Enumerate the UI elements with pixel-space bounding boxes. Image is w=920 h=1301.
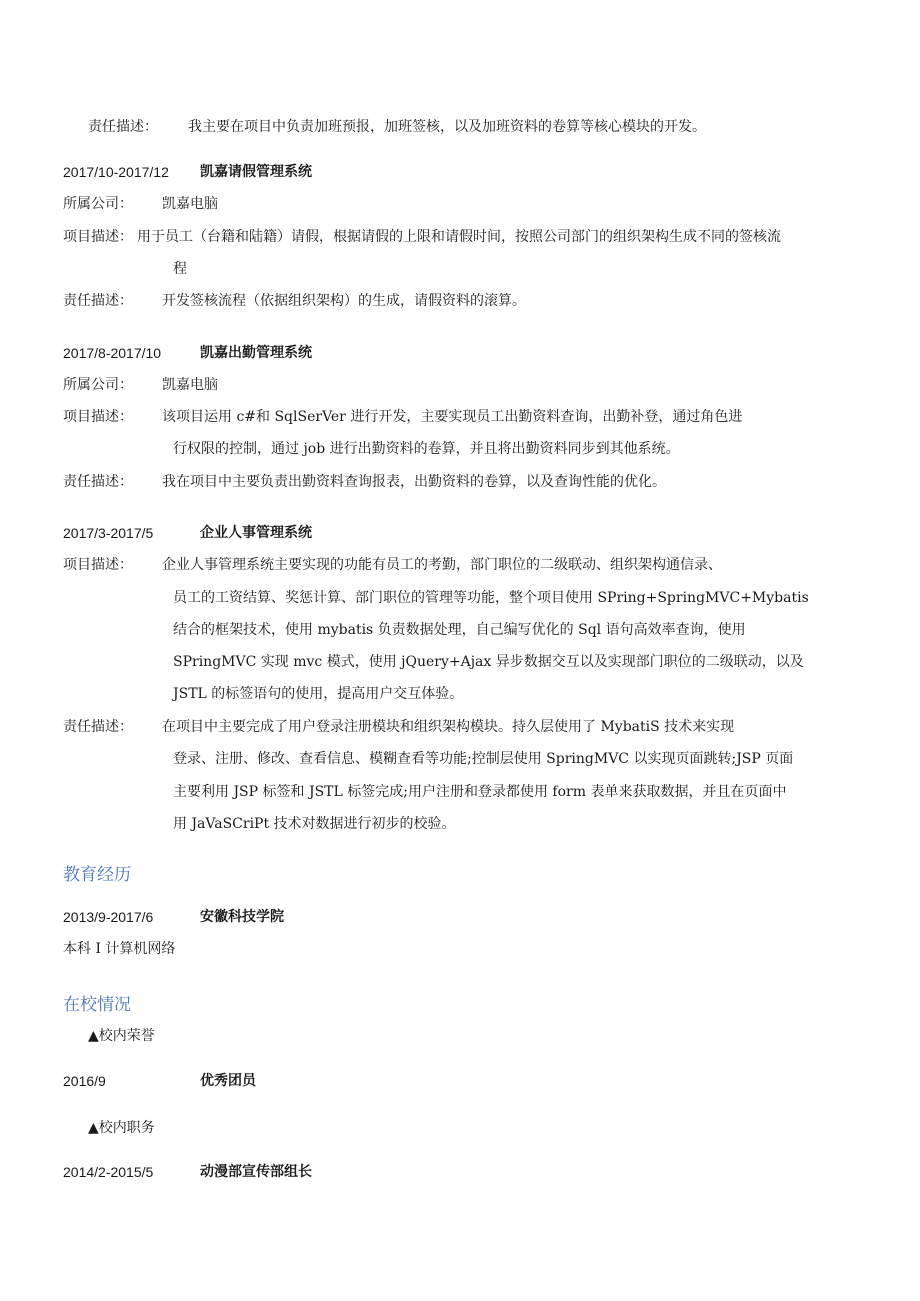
description-line: 行权限的控制，通过 job 进行出勤资料的卷算，并且将出勤资料同步到其他系统。 (173, 441, 680, 457)
position-title: 动漫部宣传部组长 (200, 1164, 312, 1180)
description-label: 项目描述： (63, 557, 133, 573)
description-line: 程 (173, 261, 187, 277)
description-line: JSTL 的标签语句的使用，提高用户交互体验。 (173, 686, 464, 702)
honor-heading: ▲校内荣誉 (88, 1028, 155, 1044)
responsibility-text: 我在项目中主要负责出勤资料查询报表，出勤资料的卷算，以及查询性能的优化。 (162, 474, 666, 490)
project-title: 企业人事管理系统 (200, 525, 312, 541)
school-name: 安徽科技学院 (200, 909, 284, 925)
degree-major: 本科 I 计算机网络 (63, 941, 176, 957)
project-title: 凯嘉请假管理系统 (200, 164, 312, 180)
description-line: 员工的工资结算、奖惩计算、部门职位的管理等功能，整个项目使用 SPring+SpringMVC+Mybatis (173, 590, 809, 606)
company-label: 所属公司： (63, 377, 133, 393)
education-date: 2013/9-2017/6 (63, 909, 154, 925)
description-line: 企业人事管理系统主要实现的功能有员工的考勤，部门职位的二级联动、组织架构通信录、 (162, 557, 722, 573)
responsibility-line: 主要利用 JSP 标签和 JSTL 标签完成;用户注册和登录都使用 form 表单来获取数据，并且在页面中 (173, 784, 787, 800)
description-label: 项目描述： (63, 409, 133, 425)
honor-title: 优秀团员 (200, 1073, 256, 1089)
project-title: 凯嘉出勤管理系统 (200, 345, 312, 361)
responsibility-text: 我主要在项目中负责加班预报，加班签核，以及加班资料的卷算等核心模块的开发。 (188, 119, 706, 135)
responsibility-text: 开发签核流程（依据组织架构）的生成，请假资料的滚算。 (162, 293, 526, 309)
description-line: SPringMVC 实现 mvc 模式，使用 jQuery+Ajax 异步数据交互以及实现部门职位的二级联动，以及 (173, 654, 804, 670)
project-date: 2017/10-2017/12 (63, 164, 169, 180)
responsibility-label: 责任描述： (88, 119, 158, 135)
section-title-campus: 在校情况 (63, 995, 131, 1015)
position-heading: ▲校内职务 (88, 1120, 155, 1136)
description-line: 用于员工（台籍和陆籍）请假，根据请假的上限和请假时间，按照公司部门的组织架构生成不同的签核流 (137, 229, 781, 245)
project-date: 2017/3-2017/5 (63, 525, 154, 541)
company-label: 所属公司： (63, 196, 133, 212)
responsibility-label: 责任描述： (63, 474, 133, 490)
responsibility-label: 责任描述： (63, 293, 133, 309)
responsibility-line: 登录、注册、修改、查看信息、模糊查看等功能;控制层使用 SpringMVC 以实现页面跳转;JSP 页面 (173, 751, 794, 767)
responsibility-line: 在项目中主要完成了用户登录注册模块和组织架构模块。持久层使用了 MybatiS 技术来实现 (162, 719, 735, 735)
company-name: 凯嘉电脑 (162, 377, 218, 393)
position-date: 2014/2-2015/5 (63, 1164, 154, 1180)
project-date: 2017/8-2017/10 (63, 345, 162, 361)
section-title-education: 教育经历 (63, 865, 131, 885)
description-line: 该项目运用 c#和 SqlSerVer 进行开发，主要实现员工出勤资料查询，出勤补登，通过角色进 (162, 409, 743, 425)
company-name: 凯嘉电脑 (162, 196, 218, 212)
honor-date: 2016/9 (63, 1073, 106, 1089)
description-line: 结合的框架技术，使用 mybatis 负责数据处理，自己编写优化的 Sql 语句高效率查询，使用 (173, 622, 746, 638)
description-label: 项目描述： (63, 229, 133, 245)
responsibility-line: 用 JaVaSCriPt 技术对数据进行初步的校验。 (173, 816, 456, 832)
responsibility-label: 责任描述： (63, 719, 133, 735)
